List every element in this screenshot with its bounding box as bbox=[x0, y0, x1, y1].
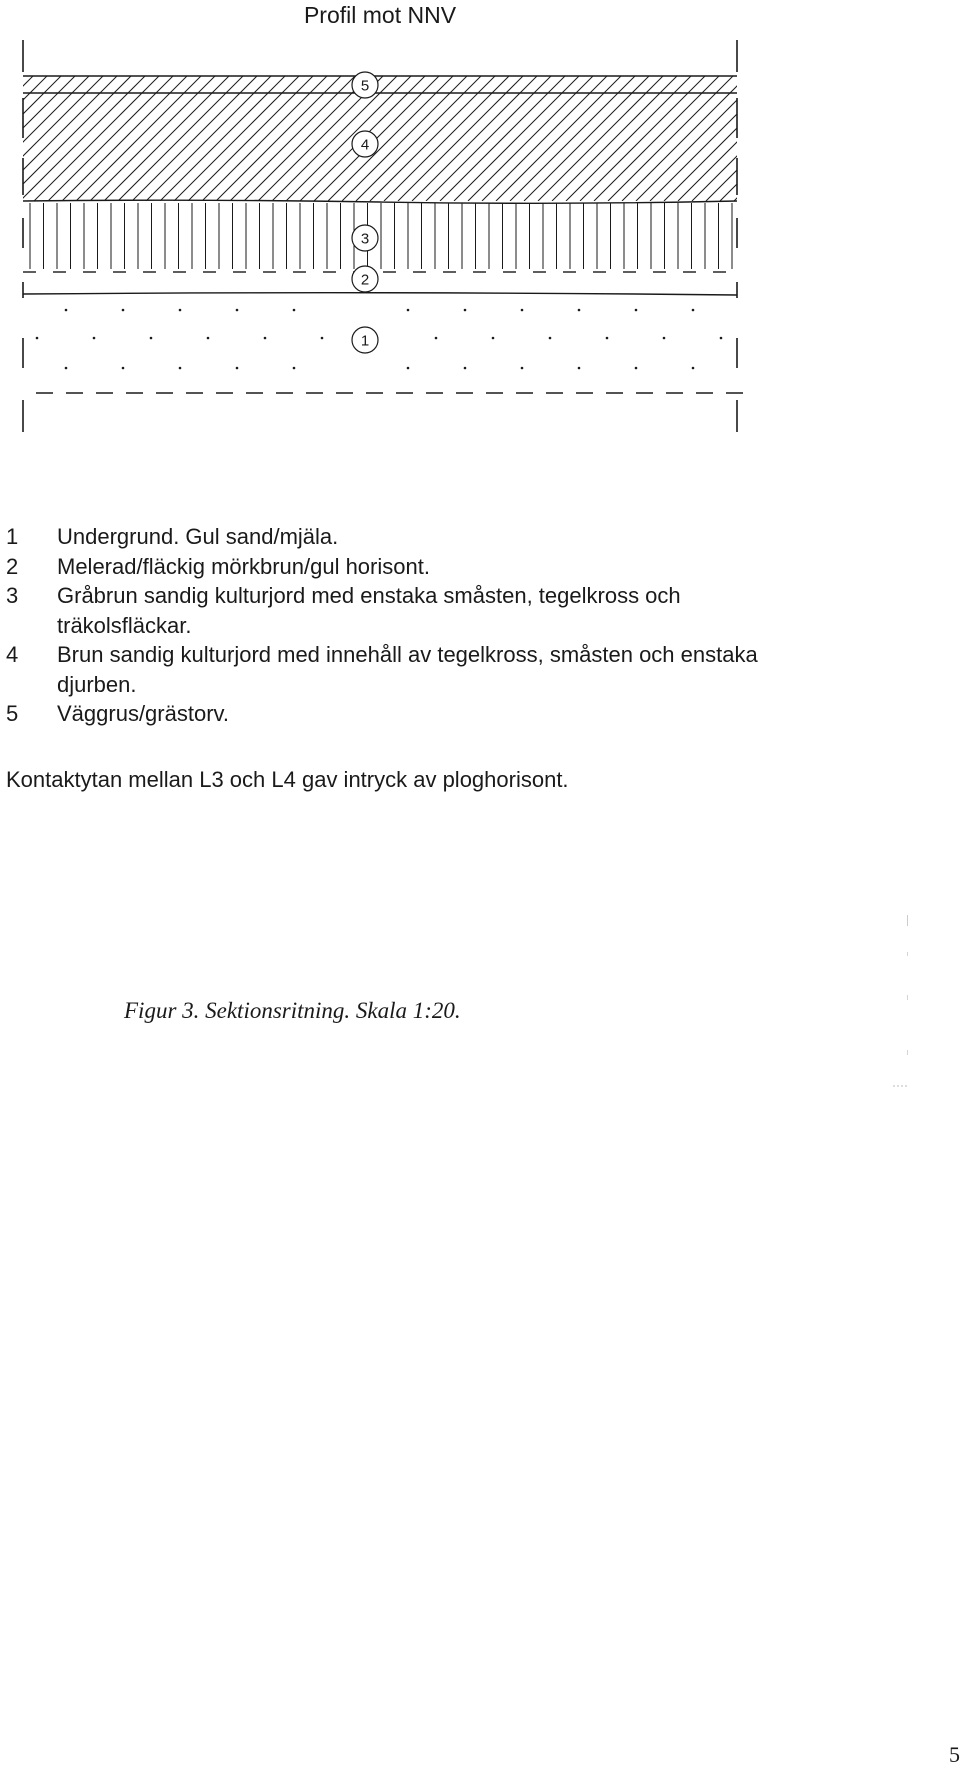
dot bbox=[65, 309, 68, 312]
svg-text:5: 5 bbox=[360, 77, 370, 95]
hatch-line bbox=[748, 76, 760, 201]
hatch-line bbox=[104, 76, 229, 201]
hatch-line bbox=[538, 76, 663, 201]
hatch-line bbox=[6, 76, 131, 201]
hatch-line bbox=[132, 76, 257, 201]
dot bbox=[179, 309, 182, 312]
hatch-line bbox=[20, 76, 145, 201]
striation-layer-3 bbox=[30, 203, 732, 269]
dot bbox=[521, 309, 524, 312]
hatch-line bbox=[0, 76, 61, 201]
hatch-line bbox=[272, 76, 397, 201]
hatch-line bbox=[244, 76, 369, 201]
svg-text:2: 2 bbox=[360, 271, 370, 289]
layer-legend bbox=[6, 522, 766, 729]
hatch-line bbox=[188, 76, 313, 201]
dot bbox=[635, 309, 638, 312]
hatch-line bbox=[412, 76, 537, 201]
dot bbox=[407, 367, 410, 370]
legend-number: 4 bbox=[6, 642, 19, 667]
hatch-line bbox=[118, 76, 243, 201]
hatch-line bbox=[76, 76, 201, 201]
dot bbox=[122, 309, 125, 312]
legend-item bbox=[6, 640, 766, 699]
dot bbox=[606, 337, 609, 340]
hatch-line bbox=[146, 76, 271, 201]
layer-marker-3 bbox=[352, 225, 378, 251]
dot bbox=[435, 337, 438, 340]
hatch-line bbox=[510, 76, 635, 201]
hatch-line bbox=[496, 76, 621, 201]
hatch-line bbox=[286, 76, 411, 201]
dot bbox=[93, 337, 96, 340]
hatch-line bbox=[174, 76, 299, 201]
dot bbox=[236, 309, 239, 312]
legend-item bbox=[6, 581, 766, 640]
hatch-line bbox=[370, 76, 495, 201]
hatch-line bbox=[34, 76, 159, 201]
hatch-line bbox=[0, 76, 117, 201]
hatch-layer-4 bbox=[0, 76, 760, 201]
hatch-line bbox=[594, 76, 719, 201]
hatch-line bbox=[216, 76, 341, 201]
legend-number: 2 bbox=[6, 553, 19, 579]
dot bbox=[692, 367, 695, 370]
layer-marker-4 bbox=[352, 131, 378, 157]
hatch-line bbox=[62, 76, 187, 201]
dot bbox=[464, 367, 467, 370]
hatch-line bbox=[468, 76, 593, 201]
hatch-line bbox=[0, 76, 75, 201]
dot bbox=[321, 337, 324, 340]
svg-text:3: 3 bbox=[360, 230, 370, 248]
legend-item bbox=[6, 522, 766, 552]
profile-edges bbox=[23, 40, 737, 432]
hatch-line bbox=[622, 76, 747, 201]
dot bbox=[635, 367, 638, 370]
layer-marker-2 bbox=[352, 266, 378, 292]
hatch-line bbox=[678, 76, 760, 201]
legend-text: Brun sandig kulturjord med innehåll av tegelkross, småsten och enstaka djurben. bbox=[57, 642, 758, 697]
legend-text: Melerad/fläckig mörkbrun/gul horisont. bbox=[57, 553, 430, 579]
hatch-line bbox=[650, 76, 760, 201]
page-number: 5 bbox=[949, 1742, 960, 1767]
hatch-line bbox=[0, 76, 5, 201]
hatch-line bbox=[524, 76, 649, 201]
hatch-line bbox=[230, 76, 355, 201]
boundary-4-3 bbox=[23, 200, 737, 203]
hatch-line bbox=[482, 76, 607, 201]
dot bbox=[521, 367, 524, 370]
interpretation-note: Kontaktytan mellan L3 och L4 gav intryck av ploghorisont. bbox=[6, 767, 569, 792]
legend-text: Gråbrun sandig kulturjord med enstaka småsten, tegelkross och träkolsfläckar. bbox=[57, 583, 681, 638]
figure-caption: Figur 3. Sektionsritning. Skala 1:20. bbox=[124, 998, 461, 1023]
dot bbox=[663, 337, 666, 340]
hatch-line bbox=[0, 76, 103, 201]
dots-layer-1 bbox=[36, 309, 723, 370]
dot bbox=[293, 367, 296, 370]
dot bbox=[407, 309, 410, 312]
svg-text:1: 1 bbox=[360, 332, 370, 350]
dot bbox=[293, 309, 296, 312]
dot bbox=[578, 309, 581, 312]
hatch-line bbox=[0, 76, 19, 201]
dot bbox=[150, 337, 153, 340]
legend-item bbox=[6, 699, 766, 729]
hatch-line bbox=[734, 76, 760, 201]
dot bbox=[179, 367, 182, 370]
legend-number: 5 bbox=[6, 701, 19, 726]
hatch-line bbox=[160, 76, 285, 201]
boundary-2-1 bbox=[23, 293, 737, 295]
dot bbox=[264, 337, 267, 340]
dot bbox=[549, 337, 552, 340]
dot bbox=[65, 367, 68, 370]
hatch-line bbox=[426, 76, 551, 201]
hatch-line bbox=[398, 76, 523, 201]
hatch-line bbox=[566, 76, 691, 201]
dot bbox=[464, 309, 467, 312]
hatch-line bbox=[454, 76, 579, 201]
legend-text: Väggrus/grästorv. bbox=[57, 701, 230, 726]
legend-number: 1 bbox=[6, 524, 19, 549]
hatch-line bbox=[636, 76, 760, 201]
dot bbox=[692, 309, 695, 312]
dot bbox=[36, 337, 39, 340]
dot bbox=[207, 337, 210, 340]
scan-artifacts bbox=[888, 910, 908, 1090]
section-drawing bbox=[0, 0, 760, 440]
hatch-line bbox=[384, 76, 509, 201]
legend-item bbox=[6, 552, 766, 582]
layer-marker-1 bbox=[352, 327, 378, 353]
dot bbox=[492, 337, 495, 340]
hatch-line bbox=[608, 76, 733, 201]
legend-number: 3 bbox=[6, 583, 19, 608]
profile-title: Profil mot NNV bbox=[303, 2, 457, 28]
legend-text: Undergrund. Gul sand/mjäla. bbox=[57, 524, 339, 549]
hatch-line bbox=[202, 76, 327, 201]
hatch-line bbox=[440, 76, 565, 201]
hatch-line bbox=[0, 76, 89, 201]
layer-marker-5 bbox=[352, 72, 378, 98]
dot bbox=[720, 337, 723, 340]
hatch-line bbox=[48, 76, 173, 201]
dot bbox=[236, 367, 239, 370]
hatch-line bbox=[580, 76, 705, 201]
svg-text:4: 4 bbox=[360, 136, 370, 154]
hatch-line bbox=[90, 76, 215, 201]
hatch-line bbox=[552, 76, 677, 201]
dot bbox=[122, 367, 125, 370]
hatch-line bbox=[328, 76, 453, 201]
dot bbox=[578, 367, 581, 370]
